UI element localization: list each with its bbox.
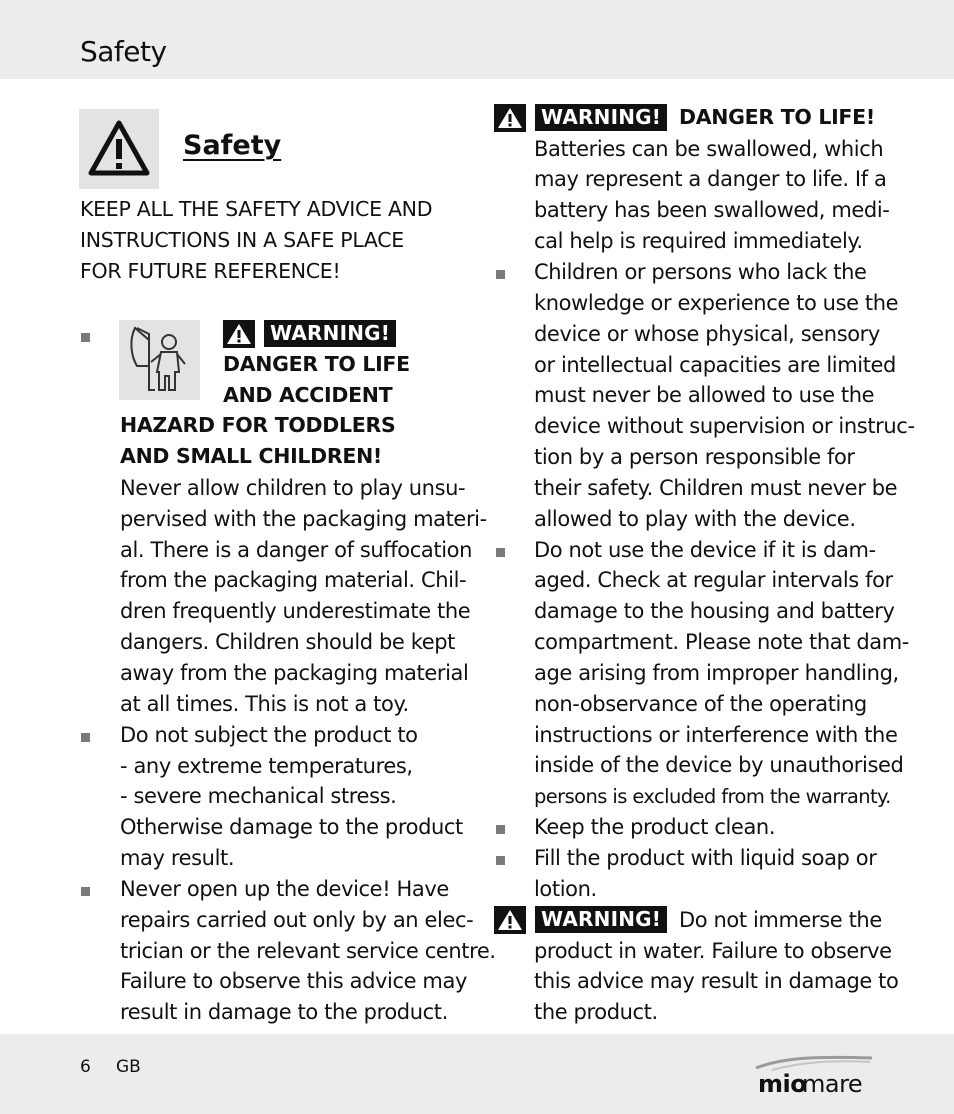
- body-line: Never allow children to play unsu-: [120, 476, 466, 500]
- body-line: away from the packaging material: [120, 661, 469, 685]
- body-line: Fill the product with liquid soap or: [534, 846, 877, 870]
- section-heading: Safety: [183, 130, 282, 161]
- body-line: allowed to play with the device.: [534, 507, 856, 531]
- body-line: age arising from improper handling,: [534, 661, 899, 685]
- body-line: from the packaging material. Chil-: [120, 568, 467, 592]
- body-line: may result.: [120, 846, 235, 870]
- body-line: or intellectual capacities are limited: [534, 353, 896, 377]
- warning-title: DANGER TO LIFE!: [679, 105, 875, 129]
- warning-badge: WARNING!: [264, 320, 396, 347]
- body-line: the product.: [534, 1000, 658, 1024]
- body-line: battery has been swallowed, medi-: [534, 198, 890, 222]
- body-line: may represent a danger to life. If a: [534, 167, 887, 191]
- body-line: Failure to observe this advice may: [120, 969, 467, 993]
- warning-triangle-icon: [223, 320, 255, 348]
- bullet-icon: [496, 270, 505, 279]
- body-line: compartment. Please note that dam-: [534, 630, 909, 654]
- body-line: aged. Check at regular intervals for: [534, 568, 893, 592]
- body-line: persons is excluded from the warranty.: [534, 785, 891, 808]
- body-line: knowledge or experience to use the: [534, 291, 899, 315]
- body-line: tion by a person responsible for: [534, 445, 855, 469]
- body-line: Do not immerse the: [679, 908, 882, 932]
- bullet-icon: [81, 333, 90, 342]
- body-line: dren frequently underestimate the: [120, 599, 471, 623]
- brand-logo: [752, 1054, 874, 1104]
- body-line: lotion.: [534, 877, 597, 901]
- bullet-icon: [496, 856, 505, 865]
- body-line: non-observance of the operating: [534, 692, 867, 716]
- body-line: this advice may result in damage to: [534, 969, 899, 993]
- body-line: dangers. Children should be kept: [120, 630, 456, 654]
- body-line: Children or persons who lack the: [534, 260, 867, 284]
- intro-line: FOR FUTURE REFERENCE!: [80, 259, 341, 283]
- bullet-icon: [81, 887, 90, 896]
- body-line: damage to the housing and battery: [534, 599, 895, 623]
- body-line: trician or the relevant service centre.: [120, 939, 496, 963]
- warning-title-line: AND SMALL CHILDREN!: [120, 444, 382, 468]
- header-bar: [0, 0, 954, 79]
- page-number: 6: [80, 1057, 91, 1077]
- warning-triangle-icon: [494, 906, 526, 934]
- warning-title-line: AND ACCIDENT: [223, 383, 393, 407]
- body-line: Do not use the device if it is dam-: [534, 538, 876, 562]
- body-line: product in water. Failure to observe: [534, 939, 892, 963]
- brand-logo-bold: mio: [758, 1070, 807, 1098]
- body-line: their safety. Children must never be: [534, 476, 898, 500]
- intro-line: KEEP ALL THE SAFETY ADVICE AND: [80, 197, 433, 221]
- body-line: result in damage to the product.: [120, 1000, 448, 1024]
- body-line: instructions or interference with the: [534, 723, 898, 747]
- body-line: - severe mechanical stress.: [120, 784, 397, 808]
- bullet-icon: [81, 733, 90, 742]
- page-title: Safety: [80, 35, 167, 68]
- body-line: cal help is required immediately.: [534, 229, 863, 253]
- warning-title-line: DANGER TO LIFE: [223, 352, 410, 376]
- body-line: device without supervision or instruc-: [534, 414, 915, 438]
- body-line: Never open up the device! Have: [120, 877, 449, 901]
- body-line: must never be allowed to use the: [534, 383, 875, 407]
- warning-badge: WARNING!: [535, 906, 667, 933]
- warning-triangle-icon: [494, 104, 526, 132]
- body-line: repairs carried out only by an elec-: [120, 908, 474, 932]
- intro-line: INSTRUCTIONS IN A SAFE PLACE: [80, 228, 404, 252]
- bullet-icon: [496, 825, 505, 834]
- footer-bar: [0, 1034, 954, 1114]
- warning-triangle-icon: [79, 109, 159, 189]
- warning-title-line: HAZARD FOR TODDLERS: [120, 413, 396, 437]
- child-with-bag-icon: [119, 320, 200, 400]
- body-line: Otherwise damage to the product: [120, 815, 463, 839]
- body-line: Do not subject the product to: [120, 723, 418, 747]
- body-line: Keep the product clean.: [534, 815, 776, 839]
- body-line: at all times. This is not a toy.: [120, 692, 409, 716]
- body-line: pervised with the packaging materi-: [120, 507, 487, 531]
- body-line: device or whose physical, sensory: [534, 322, 880, 346]
- warning-badge: WARNING!: [535, 104, 667, 131]
- body-line: inside of the device by unauthorised: [534, 753, 904, 777]
- bullet-icon: [496, 548, 505, 557]
- body-line: al. There is a danger of suffocation: [120, 538, 472, 562]
- brand-logo-light: mare: [802, 1070, 863, 1098]
- body-line: Batteries can be swallowed, which: [534, 137, 884, 161]
- language-code: GB: [116, 1057, 141, 1077]
- body-line: - any extreme temperatures,: [120, 754, 413, 778]
